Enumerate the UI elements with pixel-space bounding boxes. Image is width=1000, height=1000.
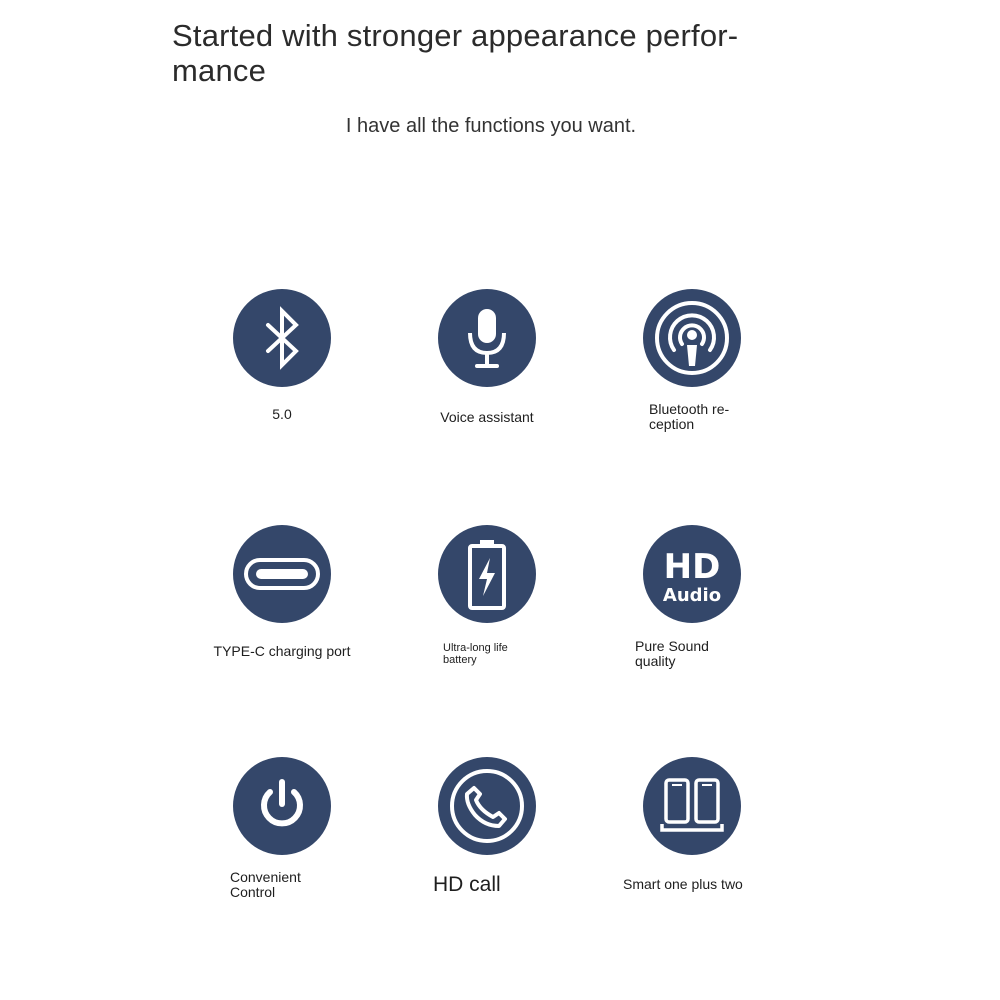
- feature-label-line2: battery: [443, 654, 477, 666]
- feature-bluetooth: [182, 289, 382, 469]
- audio-text: Audio: [662, 585, 722, 606]
- feature-label: [230, 870, 301, 900]
- bluetooth-icon: [233, 289, 331, 387]
- page-title: [172, 18, 812, 88]
- phone-call-icon: [438, 757, 536, 855]
- feature-label-line1: Voice assistant: [440, 409, 534, 425]
- feature-label-line1: 5.0: [272, 406, 292, 422]
- page-subtitle: I have all the functions you want.: [345, 115, 637, 137]
- usb-c-icon: [233, 525, 331, 623]
- feature-label: [635, 639, 709, 669]
- feature-label-line1: Pure Sound: [635, 638, 709, 654]
- hd-audio-icon: [643, 525, 741, 623]
- feature-label-line1: HD call: [433, 873, 501, 896]
- feature-bluetooth-reception: [592, 289, 792, 469]
- feature-label: [443, 642, 508, 666]
- feature-battery: [387, 525, 587, 705]
- hd-text: HD: [663, 547, 721, 587]
- feature-label-line1: TYPE-C charging port: [213, 643, 351, 659]
- feature-label-line2: Control: [230, 884, 276, 900]
- feature-label-line1: Smart one plus two: [623, 876, 743, 892]
- power-icon: [233, 757, 331, 855]
- feature-hd-audio: [592, 525, 792, 705]
- feature-label-line1: Ultra-long life: [443, 642, 508, 654]
- feature-label-line2: ception: [649, 416, 695, 432]
- battery-icon: [438, 525, 536, 623]
- page-title-line1: Started with stronger appearance perfor-: [172, 18, 739, 53]
- feature-label-line2: quality: [635, 653, 676, 669]
- feature-type-c: [182, 525, 382, 705]
- feature-smart-one-plus-two: [592, 757, 792, 937]
- feature-voice-assistant: [387, 289, 587, 469]
- feature-label: [182, 644, 382, 659]
- feature-label-line1: Convenient: [230, 869, 301, 885]
- feature-label: [649, 402, 729, 432]
- page-title-line2: mance: [172, 53, 267, 88]
- feature-label: [182, 407, 382, 422]
- feature-label-line1: Bluetooth re-: [649, 401, 730, 417]
- feature-label: [623, 877, 743, 892]
- two-phones-icon: [643, 757, 741, 855]
- podcast-icon: [643, 289, 741, 387]
- feature-hd-call: [387, 757, 587, 937]
- microphone-icon: [438, 289, 536, 387]
- feature-convenient-control: [182, 757, 382, 937]
- feature-label: [433, 873, 501, 897]
- feature-label: [387, 410, 587, 425]
